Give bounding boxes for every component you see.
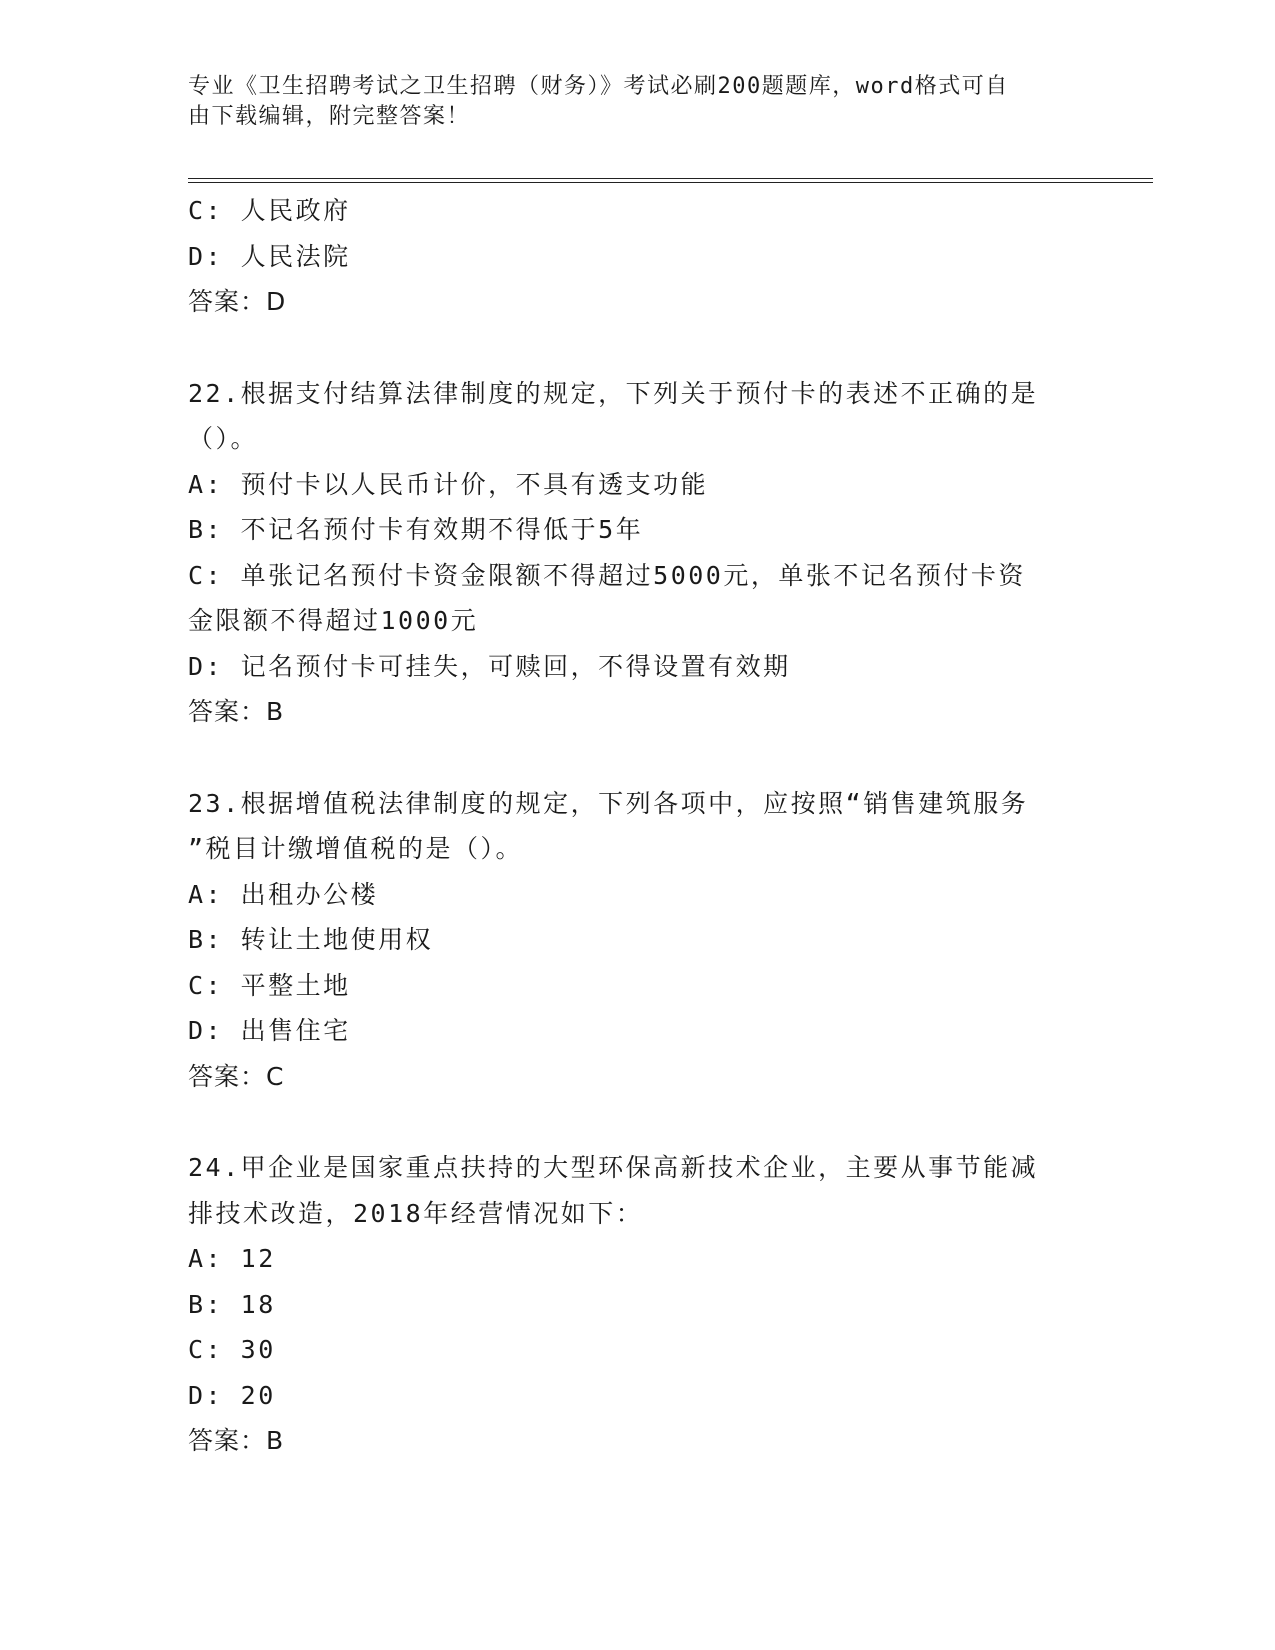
option-b: B: 转让土地使用权: [188, 925, 434, 954]
answer-line: 答案：B: [188, 1426, 285, 1455]
question-text-line: （）。: [188, 424, 259, 453]
spacer: [188, 1099, 1088, 1145]
option-b: B: 不记名预付卡有效期不得低于5年: [188, 515, 644, 544]
question-text-line: 22.根据支付结算法律制度的规定，下列关于预付卡的表述不正确的是: [188, 378, 1039, 408]
question-22: [188, 371, 1088, 735]
previous-question-tail: [188, 188, 1088, 325]
option-c: C: 单张记名预付卡资金限额不得超过5000元，单张不记名预付卡资: [188, 560, 1026, 590]
option-b: B: 18: [188, 1289, 276, 1319]
option-c: C: 平整土地: [188, 970, 351, 1000]
question-content: [188, 188, 1088, 1464]
header-line-2: 由下载编辑，附完整答案！: [188, 104, 471, 129]
answer-line: 答案：B: [188, 697, 285, 726]
question-text-line: 排技术改造，2018年经营情况如下：: [188, 1198, 644, 1228]
option-d: D: 人民法院: [188, 241, 351, 271]
header-divider-top: [188, 178, 1153, 179]
question-text-line: ”税目计缴增值税的是（）。: [188, 834, 524, 863]
spacer: [188, 325, 1088, 371]
option-d: D: 记名预付卡可挂失，可赎回，不得设置有效期: [188, 651, 791, 681]
answer-line: 答案：D: [188, 287, 287, 316]
question-text-line: 23.根据增值税法律制度的规定，下列各项中，应按照“销售建筑服务: [188, 788, 1029, 818]
option-a: A: 预付卡以人民币计价，不具有透支功能: [188, 469, 709, 499]
header-divider-bottom: [188, 182, 1153, 183]
question-24: [188, 1145, 1088, 1464]
option-a: A: 出租办公楼: [188, 879, 379, 909]
spacer: [188, 735, 1088, 781]
option-c: C: 30: [188, 1335, 276, 1364]
option-d: D: 20: [188, 1380, 276, 1410]
question-text-line: 24.甲企业是国家重点扶持的大型环保高新技术企业，主要从事节能减: [188, 1153, 1039, 1182]
document-header: [188, 72, 1068, 132]
answer-line: 答案：C: [188, 1061, 285, 1091]
option-d: D: 出售住宅: [188, 1016, 351, 1045]
option-c: C: 人民政府: [188, 196, 351, 225]
option-a: A: 12: [188, 1244, 276, 1273]
question-23: [188, 781, 1088, 1100]
option-c-continued: 金限额不得超过1000元: [188, 606, 479, 635]
header-line-1: 专业《卫生招聘考试之卫生招聘（财务）》考试必刷200题题库，word格式可自: [188, 74, 1009, 99]
